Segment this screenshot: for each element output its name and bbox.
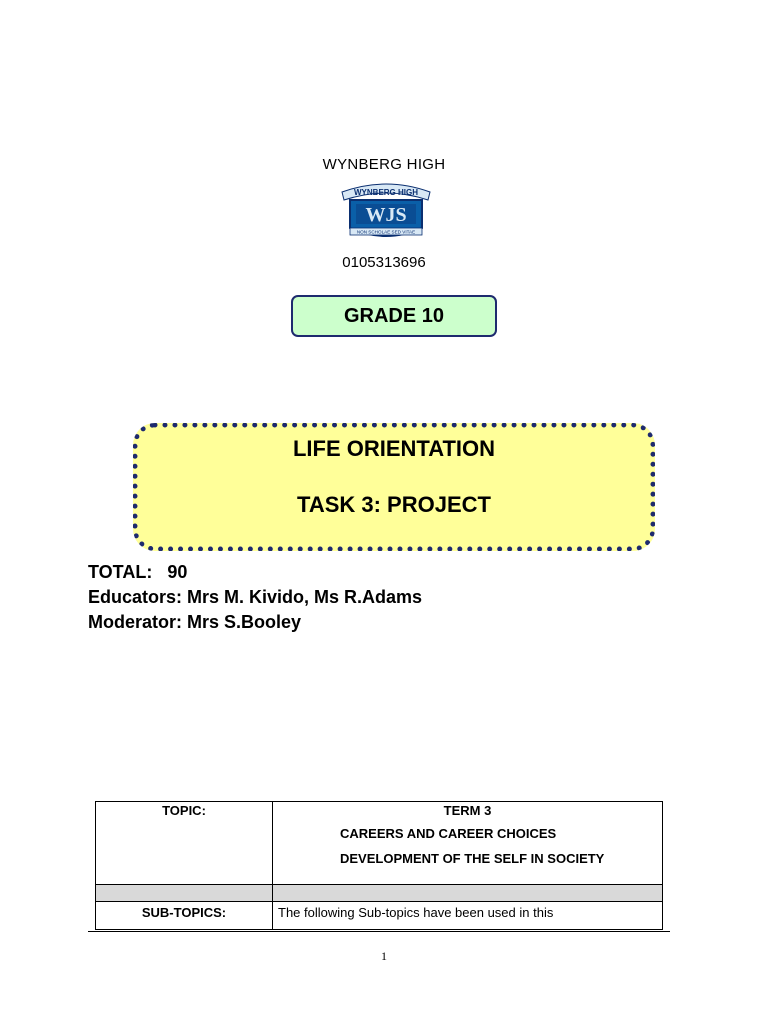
moderator-line: Moderator: Mrs S.Booley (88, 612, 302, 632)
page-bottom-rule (88, 931, 670, 932)
topic-value-cell (273, 802, 663, 885)
shaded-cell (96, 885, 273, 902)
table-row (96, 802, 663, 885)
topic-label: TOPIC: (162, 803, 206, 818)
logo-initials: WJS (365, 204, 407, 226)
school-name: WYNBERG HIGH (322, 156, 446, 173)
subtopics-label-cell (96, 902, 273, 930)
topic-line: CAREERS AND CAREER CHOICES (340, 826, 557, 841)
page-number: 1 (381, 949, 387, 963)
task-title: TASK 3: PROJECT (297, 492, 491, 517)
grade-label: GRADE 10 (291, 295, 497, 337)
logo-banner-text: WYNBERG HIGH (354, 188, 418, 197)
subtopics-label: SUB-TOPICS: (141, 905, 227, 920)
table-row (96, 902, 663, 930)
subtopics-value-cell (273, 902, 663, 930)
topic-table (95, 801, 663, 930)
school-crest-icon (336, 178, 436, 248)
school-code: 0105313696 (342, 254, 426, 271)
subject-box (133, 423, 655, 551)
topic-label-cell (96, 802, 273, 885)
subtopics-text: The following Sub-topics have been used in this (278, 905, 554, 920)
term-label: TERM 3 (443, 803, 492, 818)
total-marks: TOTAL: 90 (88, 562, 188, 582)
subject-title: LIFE ORIENTATION (292, 436, 496, 461)
topic-line: DEVELOPMENT OF THE SELF IN SOCIETY (340, 851, 605, 866)
shaded-cell (273, 885, 663, 902)
educators-line: Educators: Mrs M. Kivido, Ms R.Adams (88, 587, 423, 607)
logo-motto: NON SCHOLAE SED VITAE (356, 229, 416, 235)
table-row-shaded (96, 885, 663, 902)
